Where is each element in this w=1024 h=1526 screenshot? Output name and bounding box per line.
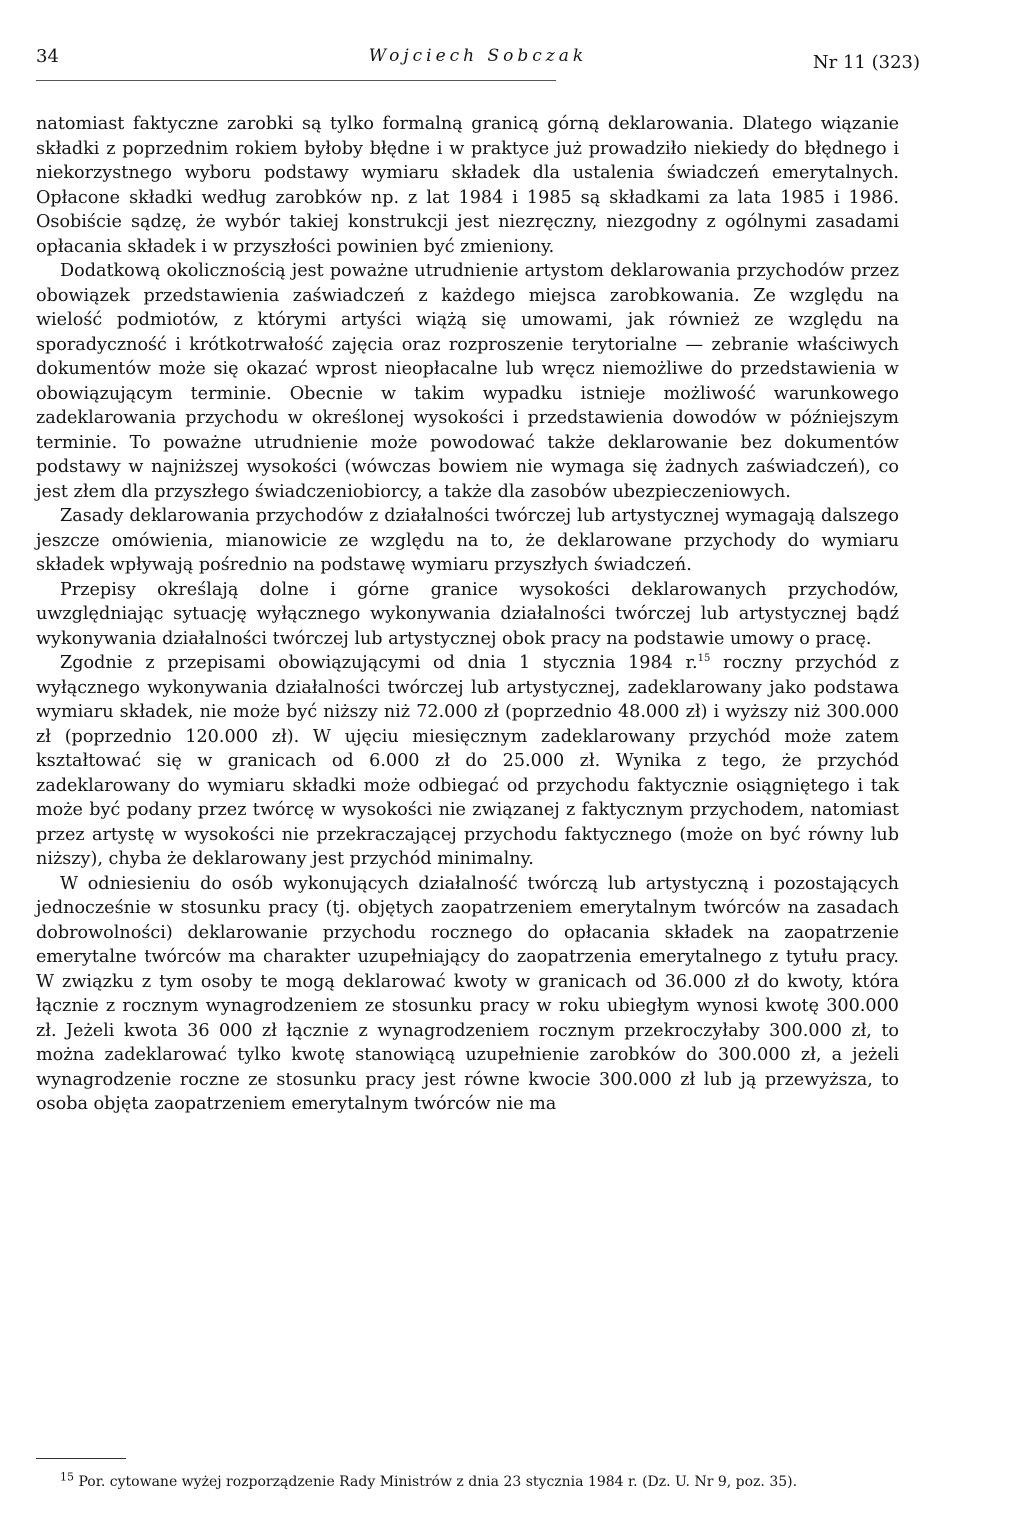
paragraph-4: Przepisy określają dolne i górne granice wysokości deklarowanych przychodów, uwzględniając sytuację wyłącznego wykonywania działalności twórczej lub artystycznej bądź wykonywania działalności twórczej lub artystycznej obok pracy na podstawie umowy o pracę.: [36, 579, 899, 649]
paragraph-3: Zasady deklarowania przychodów z działalności twórczej lub artystycznej wymagają dalszego jeszcze omówienia, mianowicie ze względu na to, że deklarowane przychody do wymiaru składek wpływają pośrednio na podstawę wymiaru przyszłych świadczeń.: [36, 506, 899, 575]
running-author: Wojciech Sobczak: [368, 46, 588, 66]
footnote-text: Por. cytowane wyżej rozporządzenie Rady Ministrów z dnia 23 stycznia 1984 r. (Dz. U. Nr 9, poz. 35).: [74, 1474, 798, 1490]
footnote: [36, 1470, 899, 1492]
paragraph-2: Dodatkową okolicznością jest poważne utrudnienie artystom deklarowania przychodów przez obowiązek przedstawienia zaświadczeń z każdego miejsca zarobkowania. Ze względu na wielość podmiotów, z którymi artyści wiążą się umowami, jak również ze względu na sporadyczność i krótkotrwałość zajęcia oraz rozproszenie terytorialne — zebranie właściwych dokumentów może się okazać wprost nieopłacalne lub wręcz niemożliwe do przedstawienia w obowiązującym terminie. Obecnie w takim wypadku istnieje możliwość warunkowego zadeklarowania przychodu w określonej wysokości i przedstawienia dowodów w późniejszym terminie. To poważne utrudnienie może powodować także deklarowanie bez dokumentów podstawy w najniższej wysokości (wówczas bowiem nie wymaga się żadnych zaświadczeń), co jest złem dla przyszłego świadczeniobiorcy, a także dla zasobów ubezpieczeniowych.: [36, 261, 899, 502]
footnote-marker: 15: [60, 1470, 74, 1484]
body-text: [36, 112, 899, 1117]
paragraph-1: natomiast faktyczne zarobki są tylko formalną granicą górną deklarowania. Dlatego wiązanie składki z poprzednim rokiem byłoby błędne i w praktyce już prowadziło niekiedy do błędnego i niekorzystnego wyboru podstawy wymiaru składek dla ustalenia świadczeń emerytalnych. Opłacone składki według zarobków np. z lat 1984 i 1985 są składkami za lata 1985 i 1986. Osobiście sądzę, że wybór takiej konstrukcji jest niezręczny, niezgodny z ogólnymi zasadami opłacania składek i w przyszłości powinien być zmieniony.: [36, 114, 899, 257]
page-number: 34: [36, 46, 59, 67]
issue-number: Nr 11 (323): [812, 52, 920, 73]
footnote-rule: [36, 1458, 126, 1459]
paragraph-6: W odniesieniu do osób wykonujących działalność twórczą lub artystyczną i pozostających jednocześnie w stosunku pracy (tj. objętych zaopatrzeniem emerytalnym twórców na zasadach dobrowolności) deklarowanie przychodu rocznego do opłacania składek na zaopatrzenie emerytalne twórców ma charakter uzupełniający do zaopatrzenia emerytalnego z tytułu pracy. W związku z tym osoby te mogą deklarować kwoty w granicach od 36.000 zł do kwoty, która łącznie z rocznym wynagrodzeniem ze stosunku pracy w roku ubiegłym wynosi kwotę 300.000 zł. Jeżeli kwota 36 000 zł łącznie z wynagrodzeniem rocznym przekroczyłaby 300.000 zł, to można zadeklarować tylko kwotę stanowiącą uzupełnienie zarobków do 300.000 zł, a jeżeli wynagrodzenie roczne ze stosunku pracy jest równe kwocie 300.000 zł lub ją przewyższa, to osoba objęta zaopatrzeniem emerytalnym twórców nie ma: [36, 873, 899, 1114]
paragraph-5-rest: roczny przychód z wyłącznego wykonywania działalności twórczej lub artystycznej, zadeklarowany jako podstawa wymiaru składek, nie może być niższy niż 72.000 zł (poprzednio 48.000 zł) i wyższy niż 300.000 zł (poprzednio 120.000 zł). W ujęciu miesięcznym zadeklarowany przychód może zatem kształtować się w granicach od 6.000 zł do 25.000 zł. Wynika z tego, że przychód zadeklarowany do wymiaru składki może odbiegać od przychodu faktycznie osiągniętego i tak może być podany przez twórcę w wysokości nie związanej z faktycznym przychodem, natomiast przez artystę w wysokości nie przekraczającej przychodu faktycznego (może on być równy lub niższy), chyba że deklarowany jest przychód minimalny.: [36, 653, 899, 869]
paragraph-5-start: Zgodnie z przepisami obowiązującymi od dnia 1 stycznia 1984 r.: [60, 653, 698, 673]
footnote-reference[interactable]: 15: [697, 653, 711, 665]
header-rule: [36, 80, 556, 81]
running-header: [36, 46, 920, 86]
paragraph-5: [36, 651, 899, 872]
